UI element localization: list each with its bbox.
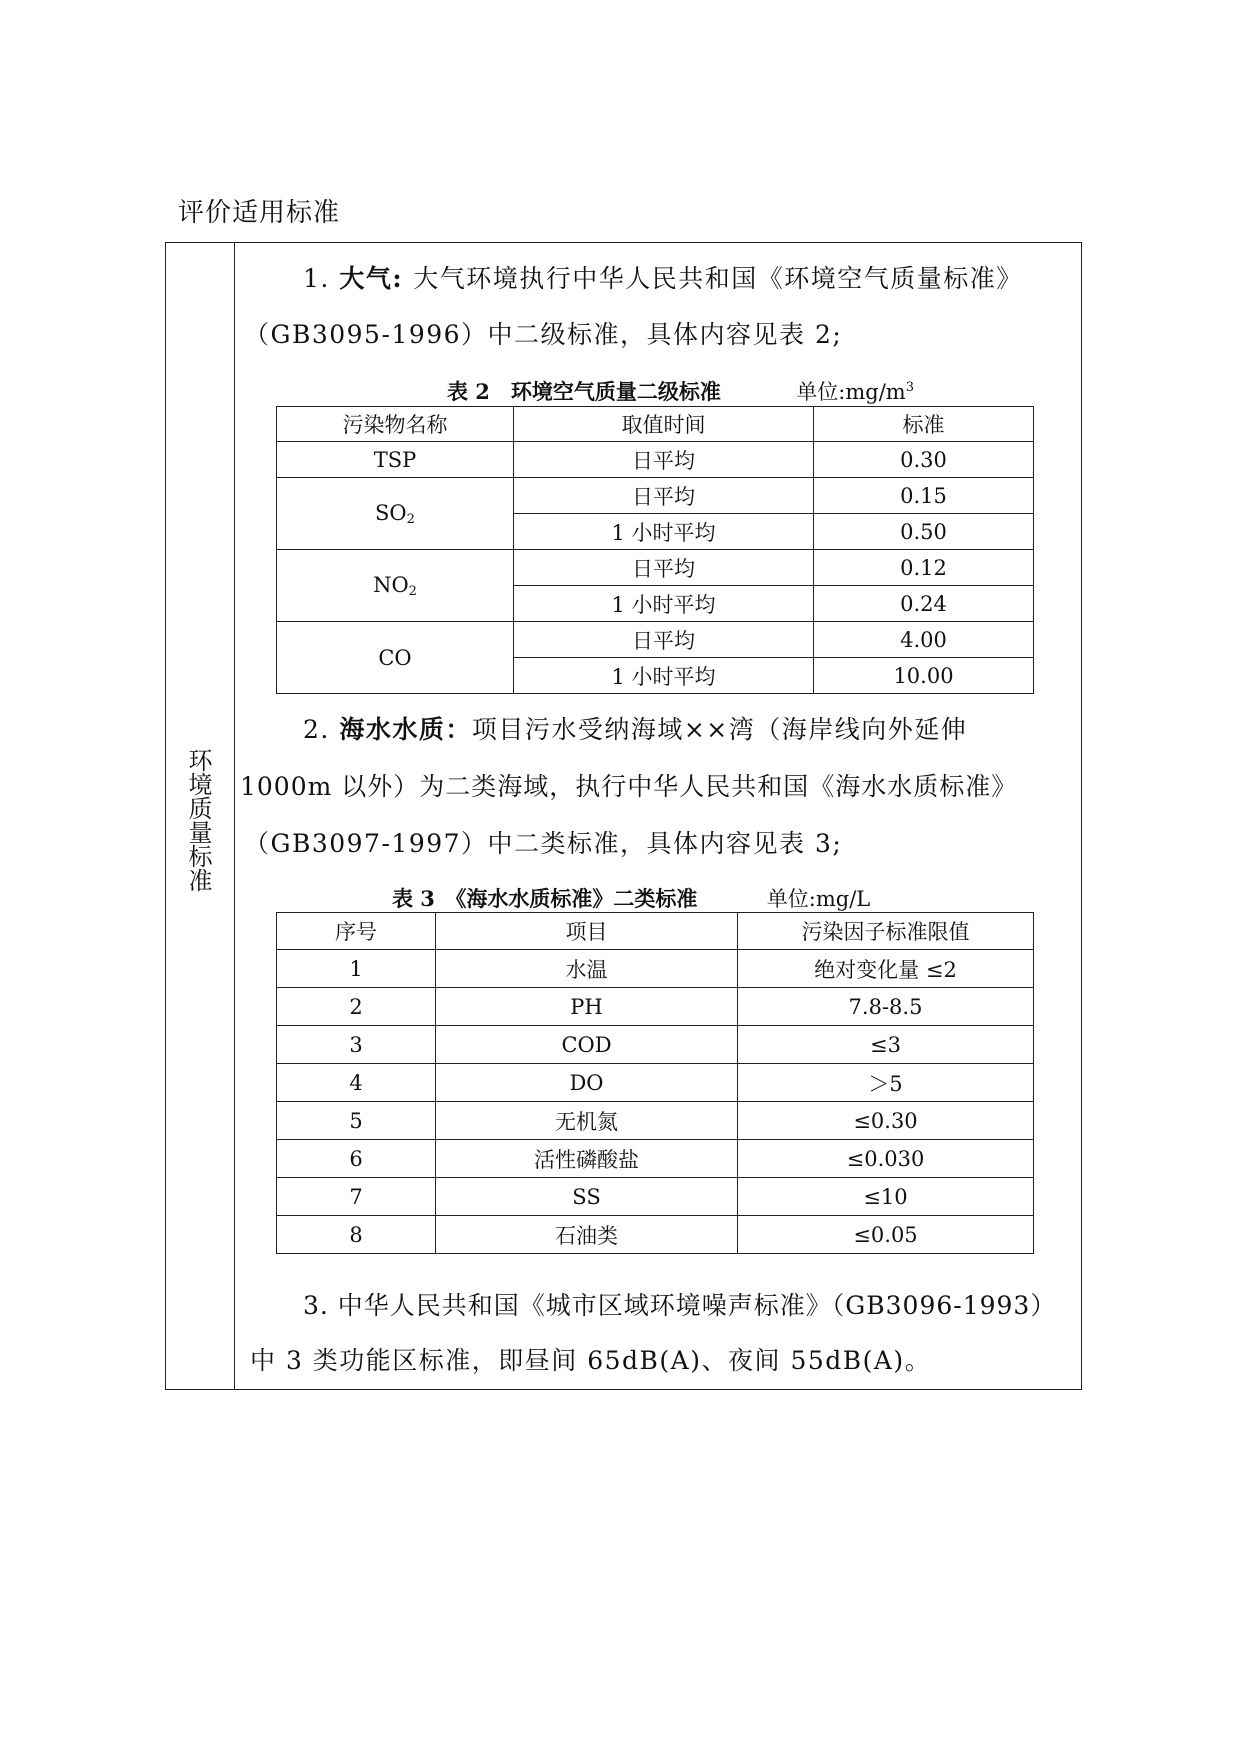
table-row [277, 442, 1034, 478]
value-cell: 0.30 [814, 442, 1034, 478]
table-row [277, 1216, 1034, 1254]
limit-cell: ≤0.05 [738, 1216, 1034, 1254]
item-cell: COD [436, 1026, 738, 1064]
table-row [277, 1140, 1034, 1178]
limit-cell: ≤10 [738, 1178, 1034, 1216]
air-quality-table [276, 406, 1034, 694]
table-row [277, 988, 1034, 1026]
no-cell: 7 [277, 1178, 436, 1216]
table3-caption [392, 883, 870, 913]
seawater-quality-table [276, 912, 1034, 1254]
time-cell: 1 小时平均 [514, 658, 814, 694]
item-cell: 石油类 [436, 1216, 738, 1254]
item-cell: DO [436, 1064, 738, 1102]
table-row [277, 950, 1034, 988]
header-pollutant: 污染物名称 [277, 407, 514, 442]
header-limit: 污染因子标准限值 [738, 913, 1034, 950]
section1-line1 [303, 250, 1023, 307]
item-cell: PH [436, 988, 738, 1026]
section3-line2: 中 3 类功能区标准，即昼间 65dB(A)、夜间 55dB(A)。 [250, 1346, 932, 1375]
value-cell: 4.00 [814, 622, 1034, 658]
table2-unit: 单位$:mg/m^3$ [796, 380, 914, 404]
header-no: 序号 [277, 913, 436, 950]
section2-text: 项目污水受纳海域××湾（海岸线向外延伸 [471, 715, 968, 744]
item-cell: SS [436, 1178, 738, 1216]
table-row [277, 1064, 1034, 1102]
table-row [277, 478, 1034, 514]
time-cell: 1 小时平均 [514, 514, 814, 550]
table-row [277, 622, 1034, 658]
table3-unit: 单位:mg/L [766, 887, 871, 911]
pollutant-so2: $SO_2$ [277, 478, 514, 550]
table-header-row [277, 913, 1034, 950]
table-row [277, 550, 1034, 586]
no-cell: 2 [277, 988, 436, 1026]
item-cell: 水温 [436, 950, 738, 988]
table-row [277, 1026, 1034, 1064]
value-cell: 0.50 [814, 514, 1034, 550]
no-cell: 8 [277, 1216, 436, 1254]
time-cell: 1 小时平均 [514, 586, 814, 622]
table2-caption [447, 376, 914, 406]
frame-divider [234, 242, 235, 1390]
section1-title: 大气 [339, 264, 393, 293]
limit-cell: ≤3 [738, 1026, 1034, 1064]
no-cell: 3 [277, 1026, 436, 1064]
no-cell: 4 [277, 1064, 436, 1102]
value-cell: 0.15 [814, 478, 1034, 514]
page-heading: 评价适用标准 [178, 198, 341, 228]
section2-line2: 1000m 以外）为二类海域，执行中华人民共和国《海水水质标准》 [240, 772, 1018, 801]
value-cell: 0.12 [814, 550, 1034, 586]
section1-text: 大气环境执行中华人民共和国《环境空气质量标准》 [413, 264, 1023, 293]
item-cell: 无机氮 [436, 1102, 738, 1140]
header-item: 项目 [436, 913, 738, 950]
section1-separator: : [392, 264, 414, 293]
header-standard: 标准 [814, 407, 1034, 442]
limit-cell: ＞5 [738, 1064, 1034, 1102]
limit-cell: 7.8-8.5 [738, 988, 1034, 1026]
time-cell: 日平均 [514, 442, 814, 478]
no-cell: 1 [277, 950, 436, 988]
limit-cell: 绝对变化量 ≤2 [738, 950, 1034, 988]
time-cell: 日平均 [514, 550, 814, 586]
table3-title: 表 3 《海水水质标准》二类标准 [392, 886, 698, 911]
section1-number: 1. [303, 264, 340, 293]
section2-separator: ： [445, 715, 472, 744]
side-label: 环境质量标准 [184, 748, 212, 892]
time-cell: 日平均 [514, 622, 814, 658]
pollutant-co: CO [277, 622, 514, 694]
pollutant-tsp: TSP [277, 442, 514, 478]
table-header-row [277, 407, 1034, 442]
section3-line1: 3. 中华人民共和国《城市区域环境噪声标准》（GB3096-1993） [303, 1291, 1057, 1320]
value-cell: 10.00 [814, 658, 1034, 694]
table-row [277, 1102, 1034, 1140]
pollutant-no2: $NO_2$ [277, 550, 514, 622]
limit-cell: ≤0.030 [738, 1140, 1034, 1178]
table2-title: 表 2 环境空气质量二级标准 [447, 379, 721, 404]
header-time: 取值时间 [514, 407, 814, 442]
table-row [277, 1178, 1034, 1216]
section2-line1 [303, 701, 967, 758]
item-cell: 活性磷酸盐 [436, 1140, 738, 1178]
section2-number: 2. [303, 715, 340, 744]
time-cell: 日平均 [514, 478, 814, 514]
section2-title: 海水水质 [339, 715, 446, 744]
no-cell: 5 [277, 1102, 436, 1140]
limit-cell: ≤0.30 [738, 1102, 1034, 1140]
section2-line3: （GB3097-1997）中二类标准，具体内容见表 3; [244, 829, 843, 858]
no-cell: 6 [277, 1140, 436, 1178]
section1-line2: （GB3095-1996）中二级标准，具体内容见表 2; [244, 320, 843, 349]
value-cell: 0.24 [814, 586, 1034, 622]
